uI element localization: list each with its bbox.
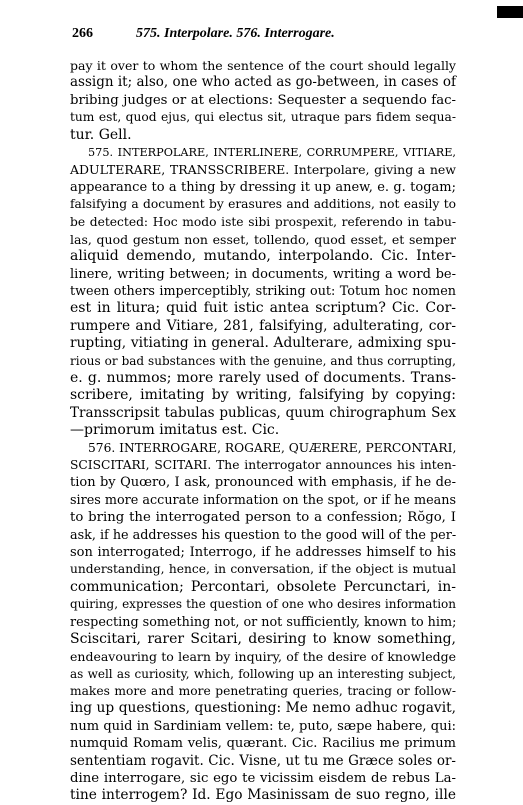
text-line: las, quod gestum non esset, tollendo, quod esset, et semper bbox=[70, 231, 456, 247]
text-line: rumpere and Vitiare, 281, falsifying, adulterating, cor- bbox=[70, 317, 456, 334]
text-line: ing up questions, questioning: Me nemo adhuc rogavit, bbox=[70, 700, 456, 717]
text-line: pay it over to whom the sentence of the court should legally bbox=[70, 58, 456, 73]
text-line: to bring the interrogated person to a confession; Rŏgo, I bbox=[70, 510, 456, 526]
text-line: 575. INTERPOLARE, INTERLINERE, CORRUMPERE, VITIARE, bbox=[88, 145, 456, 159]
text-line: Transscripsit tabulas publicas, quum chirographum Sex bbox=[70, 404, 456, 421]
text-line: num quid in Sardiniam vellem: te, puto, sæpe habere, qui: bbox=[70, 718, 456, 734]
text-line: assign it; also, one who acted as go-between, in cases of bbox=[70, 74, 456, 91]
text-line: Sciscitari, rarer Scitari, desiring to know something, bbox=[70, 630, 456, 647]
text-line: be detected: Hoc modo iste sibi prospexit, referendo in tabu- bbox=[70, 214, 456, 229]
page-number: 266 bbox=[72, 26, 93, 41]
text-line: tur. Gell. bbox=[70, 126, 132, 143]
text-line: 576. INTERROGARE, ROGARE, QUÆRERE, PERCONTARI, bbox=[88, 440, 457, 455]
text-line: son interrogated; Interrogo, if he addresses himself to his bbox=[70, 544, 456, 560]
text-line: ask, if he addresses his question to the good will of the per- bbox=[70, 527, 457, 543]
text-line: dine interrogare, sic ego te vicissim eisdem de rebus La- bbox=[70, 771, 456, 787]
text-line: aliquid demendo, mutando, interpolando. Cic. Inter- bbox=[70, 248, 456, 265]
text-line: SCISCITARI, SCITARI. The interrogator announces his inten- bbox=[70, 457, 456, 472]
text-line: tum est, quod ejus, qui electus sit, utraque pars fidem sequa- bbox=[70, 110, 456, 125]
text-line: quiring, expresses the question of one who desires information bbox=[70, 597, 456, 612]
text-line: rious or bad substances with the genuine, and thus corrupting, bbox=[70, 353, 456, 368]
scan-corner-mark bbox=[497, 6, 523, 18]
text-line: sires more accurate information on the spot, or if he means bbox=[70, 492, 456, 508]
text-line: —primorum imitatus est. Cic. bbox=[70, 422, 280, 439]
text-line: makes more and more penetrating queries, tracing or follow- bbox=[70, 684, 456, 699]
text-line: linere, writing between; in documents, writing a word be- bbox=[70, 266, 456, 282]
text-line: scribere, imitating by writing, falsifying by copying: bbox=[70, 387, 456, 404]
text-line: respecting something not, or not sufficiently, known to him; bbox=[70, 614, 457, 630]
text-line: understanding, hence, in conversation, if the object is mutual bbox=[70, 562, 456, 577]
text-line: numquid Romam velis, quærant. Cic. Racilius me primum bbox=[70, 736, 456, 752]
text-line: sententiam rogavit. Cic. Visne, ut tu me Græce soles or- bbox=[70, 752, 456, 769]
running-title: 575. Interpolare. 576. Interrogare. bbox=[136, 26, 335, 41]
text-line: rupting, vitiating in general. Adulterare, admixing spu- bbox=[70, 335, 456, 352]
page-body-text bbox=[70, 57, 456, 805]
text-line: bribing judges or at elections: Sequester a sequendo fac- bbox=[70, 92, 456, 108]
text-line: falsifying a document by erasures and additions, not easily to bbox=[70, 197, 456, 212]
text-line: tween others imperceptibly, striking out: Totum hoc nomen bbox=[70, 284, 456, 300]
text-line: as well as curiosity, which, following up an interesting subject, bbox=[70, 666, 456, 681]
text-line: communication; Percontari, obsolete Percunctari, in- bbox=[70, 578, 456, 595]
text-line: tion by Quœro, I ask, pronounced with emphasis, if he de- bbox=[70, 475, 456, 491]
text-line: endeavouring to learn by inquiry, of the desire of knowledge bbox=[70, 649, 456, 665]
text-line: e. g. nummos; more rarely used of documents. Trans- bbox=[70, 370, 456, 387]
text-line: appearance to a thing by dressing it up anew, e. g. togam; bbox=[70, 179, 456, 195]
text-line: tine interrogem? Id. Ego Masinissam de suo regno, ille bbox=[70, 787, 456, 804]
text-line: ADULTERARE, TRANSSCRIBERE. Interpolare, giving a new bbox=[70, 162, 456, 178]
running-header bbox=[72, 24, 458, 44]
text-line: est in litura; quid fuit istic antea scriptum? Cic. Cor- bbox=[70, 300, 456, 317]
